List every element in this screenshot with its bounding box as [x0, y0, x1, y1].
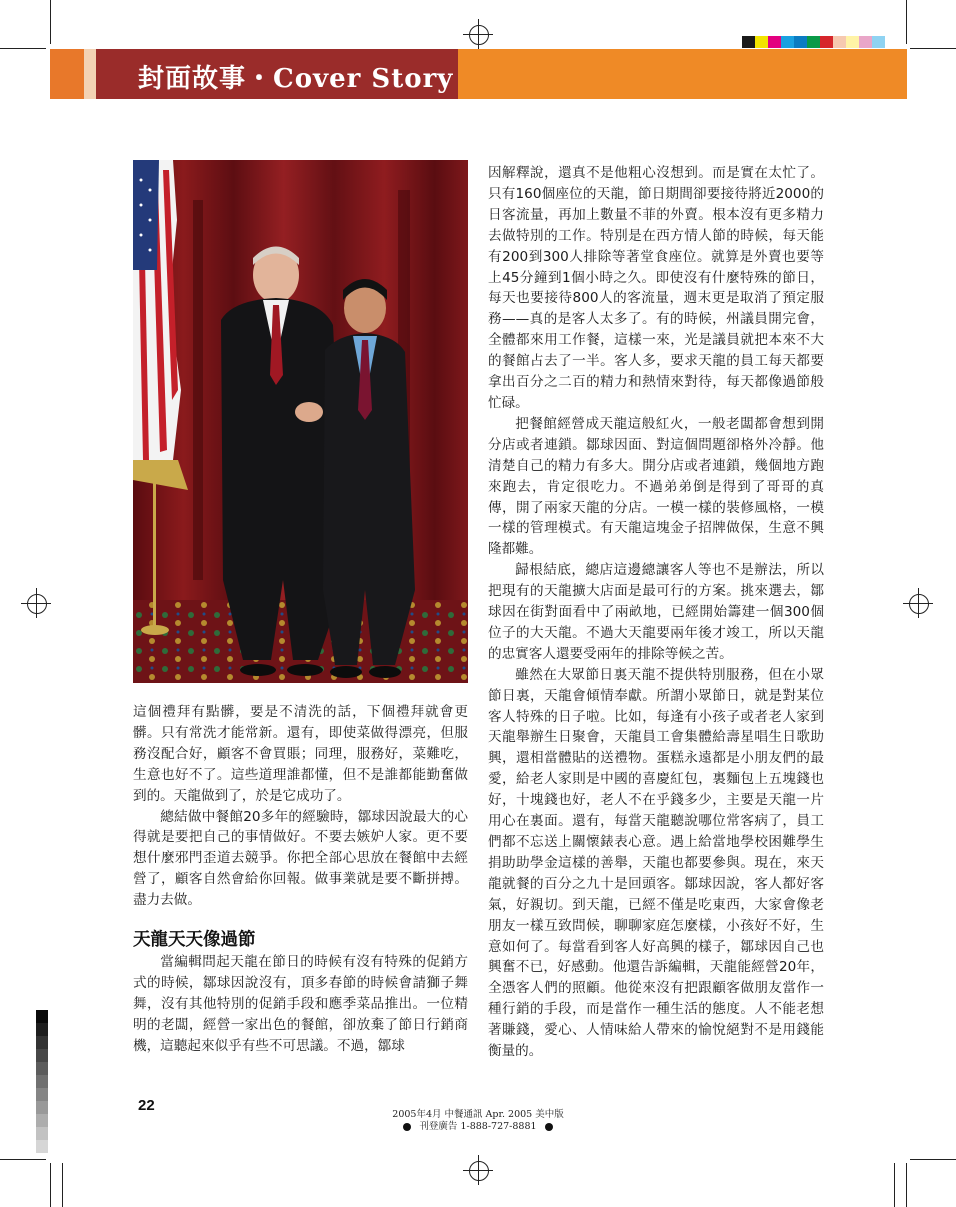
color-swatch	[872, 36, 885, 48]
color-swatch	[794, 36, 807, 48]
registration-mark-left	[27, 594, 47, 614]
color-swatch	[833, 36, 846, 48]
color-swatch	[768, 36, 781, 48]
crop-mark	[906, 0, 907, 44]
footer-ad-text: 刊登廣告 1-888-727-8881	[419, 1121, 537, 1132]
crop-mark	[906, 1163, 907, 1207]
crop-mark	[0, 48, 46, 49]
paragraph: 雖然在大眾節日裏天龍不提供特別服務，但在小眾節日裏，天龍會傾情奉獻。所謂小眾節日，就是對某位客人特殊的日子啦。比如，每逢有小孩子或者老人家到天龍舉辦生日聚會，天龍員工會集體給壽星唱生日歌助興，還相當體貼的送禮物。蛋糕永遠都是小朋友們的最愛，給老人家則是中國的喜慶紅包，裏麵包上五塊錢也好，十塊錢也好，老人不在乎錢多少，主要是天龍一片用心在裏面。還有，每當天龍聽說哪位常客病了，員工們都不忘送上關懷錶表心意。遇上給當地學校困難學生捐助助學金這樣的善舉，天龍也都要參與。現在，來天龍就餐的百分之九十是回頭客。鄒球因說，客人都好客氣，好親切。到天龍，已經不僅是吃東西，大家會像老朋友一樣互致問候，聊聊家庭怎麼樣，小孩好不好，生意如何了。每當看到客人好高興的樣子，鄒球因自己也興奮不已，好感動。他還告訴編輯，天龍能經營20年，全憑客人們的照顧。他從來沒有把跟顧客做朋友當作一種行銷的手段，而是當作一種生活的態度。人不能老想著賺錢，愛心、人情味給人帶來的愉悅絕對不是用錢能衡量的。	[488, 666, 824, 1060]
registration-mark-right	[909, 594, 929, 614]
color-calibration-bar	[742, 36, 885, 48]
bullet-dot-icon	[545, 1123, 553, 1131]
registration-mark-bottom	[469, 1161, 489, 1181]
footer-publication: 2005年4月 中餐通訊 Apr. 2005 美中版	[392, 1109, 564, 1120]
registration-mark-top	[469, 25, 489, 45]
color-swatch	[755, 36, 768, 48]
color-swatch	[846, 36, 859, 48]
crop-mark	[894, 1163, 895, 1207]
header-accent-gap	[84, 49, 96, 99]
page-number: 22	[138, 1097, 155, 1114]
paragraph: 把餐館經營成天龍這般紅火，一般老闆都會想到開分店或者連鎖。鄒球因面、對這個問題卻格外冷靜。他清楚自己的精力有多大。開分店或者連鎖，幾個地方跑來跑去，肯定很吃力。不過弟弟倒是得到了哥哥的真傳，開了兩家天龍的分店。一模一樣的裝修風格，一模一樣的管理模式。有天龍這塊金子招牌做保，生意不興隆都難。	[488, 415, 824, 558]
paragraph: 當編輯問起天龍在節日的時候有沒有特殊的促銷方式的時候，鄒球因說沒有，頂多春節的時候會請獅子舞舞，沒有其他特別的促銷手段和應季菜品推出。一位精明的老闆，經營一家出色的餐館，卻放棄了節日行銷商機，這聽起來似乎有些不可思議。不過，鄒球	[133, 954, 468, 1054]
paragraph: 總結做中餐館20多年的經驗時，鄒球因說最大的心得就是要把自己的事情做好。不要去嫉妒人家。更不要想什麼邪門歪道去競爭。你把全部心思放在餐館中去經營了，顧客自然會給你回報。做事業就是要不斷拼搏。盡力去做。	[133, 808, 468, 909]
bullet-dot-icon	[403, 1123, 411, 1131]
paragraph: 因解釋說，還真不是他粗心沒想到。而是實在太忙了。只有160個座位的天龍，節日期間卻要接待將近2000的日客流量，再加上數量不菲的外賣。根本沒有更多精力去做特別的工作。特別是在西方情人節的時候，每天能有200到300人排除等著堂食座位。就算是外賣也要等上45分鐘到1個小時之久。即使沒有什麼特殊的節日，每天也要接待800人的客流量，週末更是取消了預定服務——真的是客人太多了。有的時候，州議員開完會，全體都來用工作餐，這樣一來，光是議員就把本來不大的餐館占去了一半。客人多，要求天龍的員工每天都要拿出百分之二百的精力和熱情來對待，每天都像過節般忙碌。	[488, 165, 824, 411]
paragraph: 歸根結底，總店這邊總讓客人等也不是辦法，所以把現有的天龍擴大店面是最可行的方案。挑來選去，鄒球因在街對面看中了兩畝地，已經開始籌建一個300個位子的大天龍。不過大天龍要兩年後才竣工，所以天龍的忠實客人還要受兩年的排除等候之苦。	[488, 562, 824, 662]
cover-photo	[133, 160, 468, 683]
color-swatch	[859, 36, 872, 48]
crop-mark	[62, 1163, 63, 1207]
section-header-title: 封面故事・Cover Story	[138, 64, 454, 94]
paragraph: 這個禮拜有點髒，要是不清洗的話，下個禮拜就會更髒。只有常洗才能常新。還有，即使菜做得漂亮，但服務沒配合好，顧客不會買賬；同理，服務好，菜難吃，生意也好不了。這些道理誰都懂，但不是誰都能勤奮做到的。天龍做到了，於是它成功了。	[133, 704, 468, 804]
color-swatch	[742, 36, 755, 48]
header-orange-band	[458, 49, 907, 99]
color-swatch	[781, 36, 794, 48]
color-swatch	[820, 36, 833, 48]
article-right-column	[488, 163, 824, 1062]
crop-mark	[50, 0, 51, 44]
article-left-column-bottom	[133, 952, 468, 1057]
crop-mark	[50, 1163, 51, 1207]
footer-ad-line	[0, 1118, 956, 1132]
article-left-column-top	[133, 702, 468, 911]
section-subheading: 天龍天天像過節	[133, 930, 256, 950]
crop-mark	[910, 1159, 956, 1160]
crop-mark	[910, 48, 956, 49]
crop-mark	[0, 1159, 46, 1160]
header-accent-strip	[50, 49, 84, 99]
color-swatch	[807, 36, 820, 48]
